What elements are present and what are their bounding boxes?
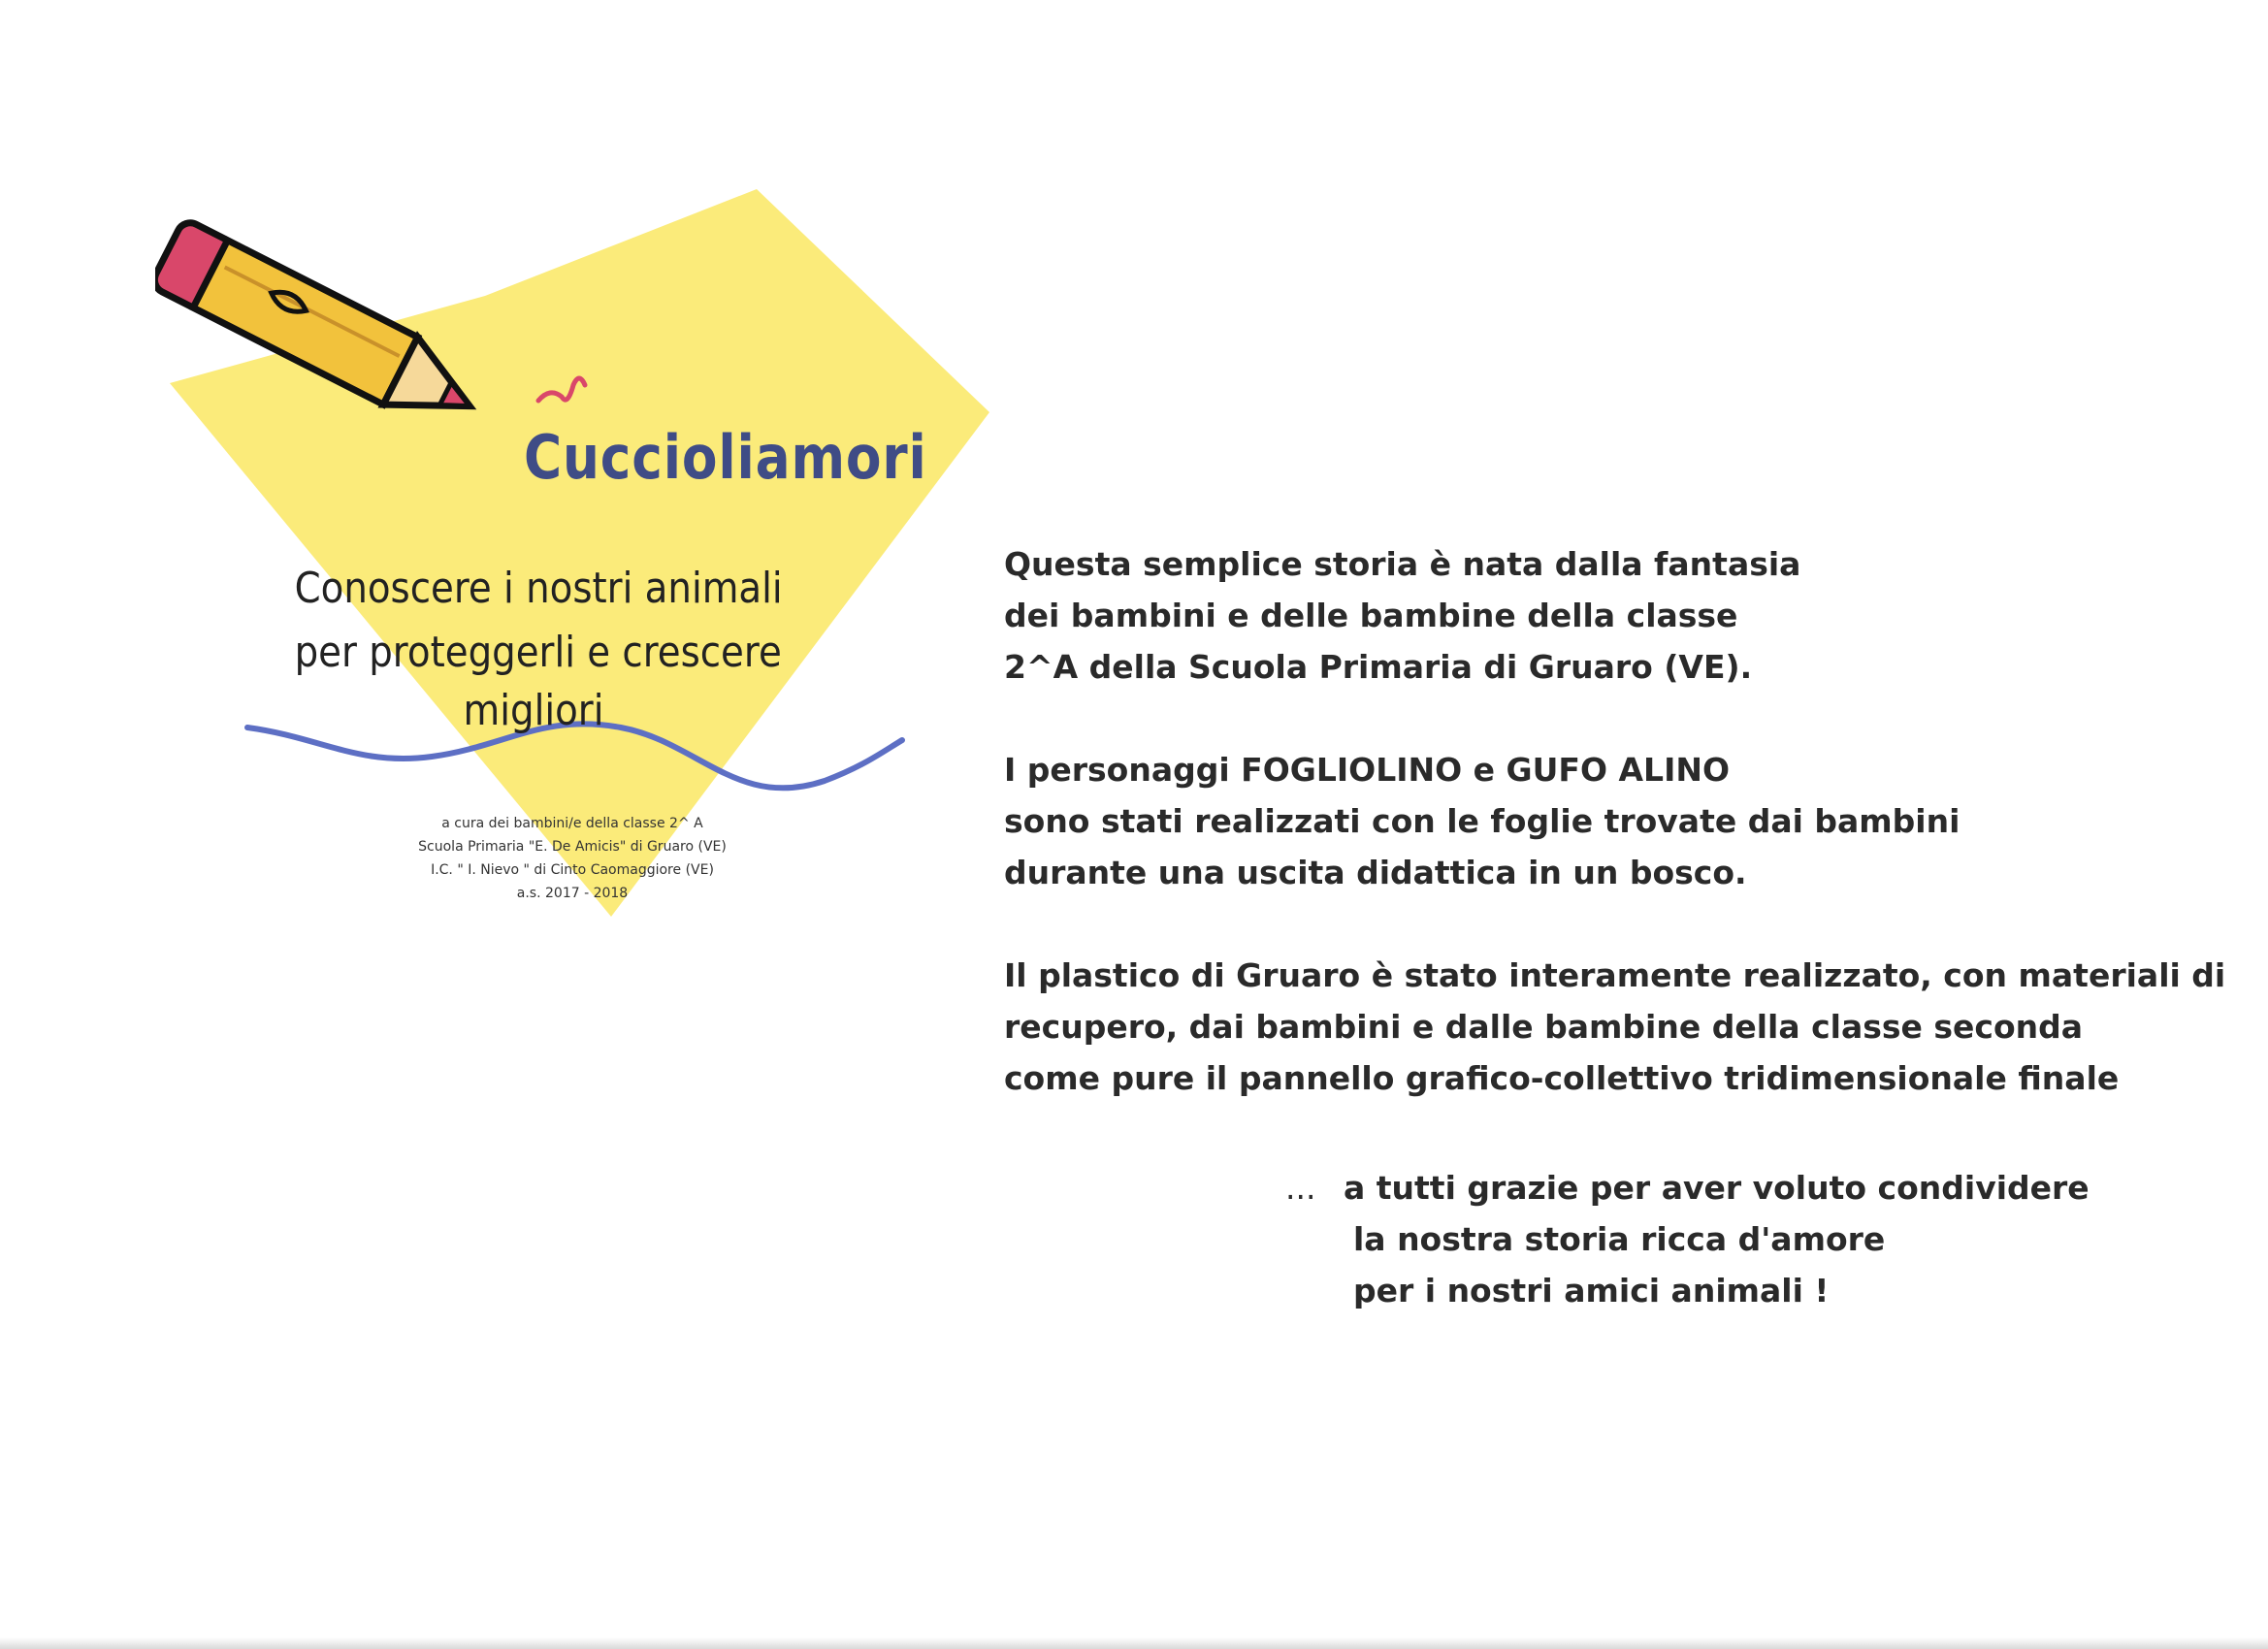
story-line: recupero, dai bambini e dalle bambine della classe seconda <box>1004 1008 2084 1046</box>
closing-text <box>1285 1162 2255 1316</box>
story-paragraph <box>1004 538 2255 693</box>
cover-subtitle-line: per proteggerli e crescere <box>294 628 782 677</box>
story-line: 2^A della Scuola Primaria di Gruaro (VE). <box>1004 648 1753 686</box>
closing-line: per i nostri amici animali ! <box>1353 1272 1830 1310</box>
story-line: durante una uscita didattica in un bosco. <box>1004 854 1747 891</box>
story-line: dei bambini e delle bambine della classe <box>1004 597 1738 634</box>
story-line: Il plastico di Gruaro è stato interamente realizzato, con materiali di <box>1004 956 2226 994</box>
cover-subtitle-line: Conoscere i nostri animali <box>294 564 783 613</box>
story-paragraph <box>1004 744 2255 898</box>
cover-credits <box>407 812 737 905</box>
cover-subtitle-line: migliori <box>463 686 604 735</box>
credits-line: I.C. " I. Nievo " di Cinto Caomaggiore (VE) <box>431 862 714 878</box>
story-line: I personaggi FOGLIOLINO e GUFO ALINO <box>1004 751 1731 789</box>
closing-ellipsis: ... <box>1285 1169 1316 1207</box>
cover-graphic <box>155 179 1009 936</box>
story-line: come pure il pannello grafico-collettivo tridimensionale finale <box>1004 1059 2120 1097</box>
closing-line-first <box>1285 1162 2255 1213</box>
credits-line: Scuola Primaria "E. De Amicis" di Gruaro (VE) <box>418 839 727 855</box>
scan-edge <box>0 1637 2268 1649</box>
credits-line: a cura dei bambini/e della classe 2^ A <box>441 816 703 831</box>
story-line: Questa semplice storia è nata dalla fantasia <box>1004 545 1801 583</box>
closing-line: la nostra storia ricca d'amore <box>1353 1220 1886 1258</box>
cover-subtitle <box>294 553 783 740</box>
story-line: sono stati realizzati con le foglie trovate dai bambini <box>1004 802 1960 840</box>
cover-title: Cuccioliamori <box>524 422 927 493</box>
story-text <box>1004 538 2255 1155</box>
closing-line: a tutti grazie per aver voluto condividere <box>1344 1169 2090 1207</box>
credits-line: a.s. 2017 - 2018 <box>516 886 629 901</box>
story-paragraph <box>1004 950 2255 1104</box>
